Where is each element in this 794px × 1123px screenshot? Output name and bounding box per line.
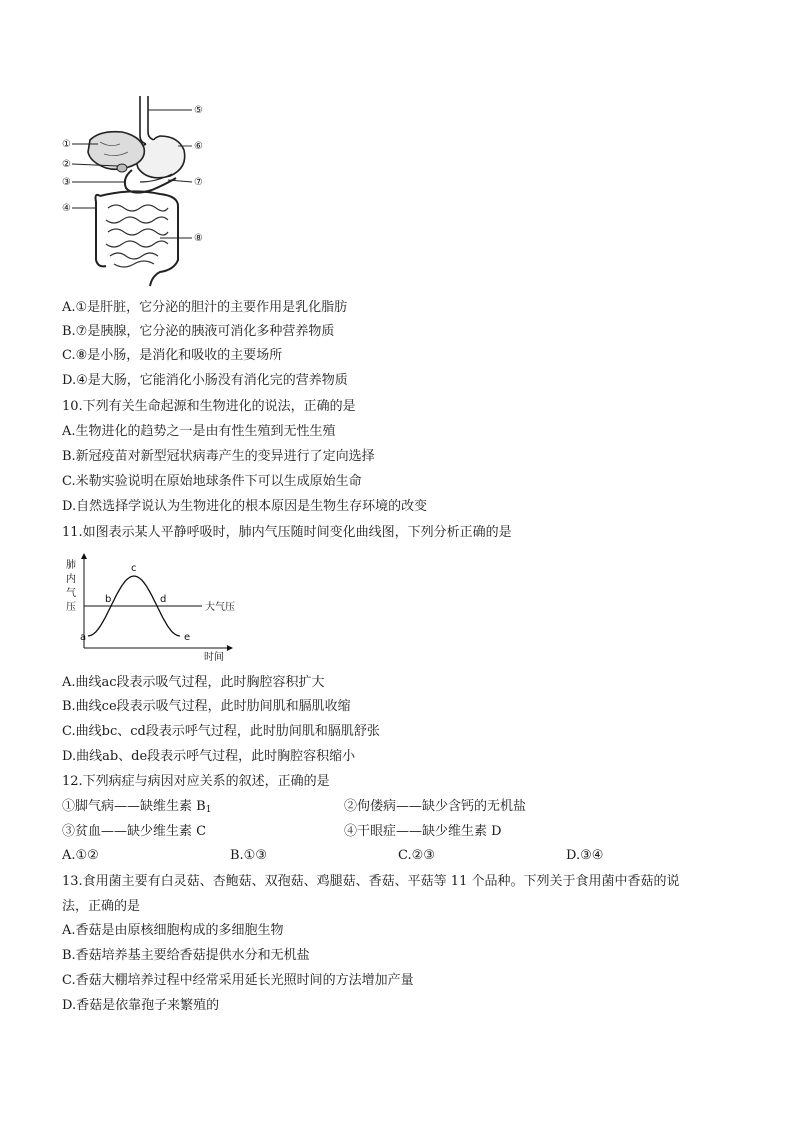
q13-option-c: C.香菇大棚培养过程中经常采用延长光照时间的方法增加产量: [62, 973, 414, 988]
q11-stem: 11.如图表示某人平静呼吸时，肺内气压随时间变化曲线图，下列分析正确的是: [62, 525, 512, 540]
q13-stem-line1: 13.食用菌主要有白灵菇、杏鲍菇、双孢菇、鸡腿菇、香菇、平菇等 11 个品种。下列关于食用菌中香菇的说: [62, 874, 680, 889]
chart-point-label-d: d: [160, 594, 167, 605]
q10-option-a: A.生物进化的趋势之一是由有性生殖到无性生殖: [62, 424, 336, 439]
chart-point-label-a: a: [80, 632, 87, 643]
q13-option-b: B.香菇培养基主要给香菇提供水分和无机盐: [62, 948, 310, 963]
chart-y-label: 肺内气压: [66, 560, 76, 613]
q12-option-b: B.①③: [230, 848, 267, 863]
q9-option-c: C.⑧是小肠，是消化和吸收的主要场所: [62, 348, 283, 363]
q13-option-a: A.香菇是由原核细胞构成的多细胞生物: [62, 923, 284, 938]
q13-option-d: D.香菇是依靠孢子来繁殖的: [62, 998, 220, 1013]
q12-option-a: A.①②: [62, 848, 99, 863]
label-6: ⑥: [194, 141, 203, 152]
q10-option-b: B.新冠疫苗对新型冠状病毒产生的变异进行了定向选择: [62, 449, 375, 464]
lung-pressure-chart: [62, 552, 242, 664]
q11-option-a: A.曲线ac段表示吸气过程，此时胸腔容积扩大: [62, 675, 325, 690]
chart-x-label: 时间: [204, 652, 224, 663]
q12-option-c: C.②③: [398, 848, 435, 863]
q9-option-a: A.①是肝脏，它分泌的胆汁的主要作用是乳化脂肪: [62, 300, 348, 315]
q10-stem: 10.下列有关生命起源和生物进化的说法，正确的是: [62, 399, 356, 414]
q12-item-3: ③贫血——缺少维生素 C: [62, 824, 207, 839]
atmospheric-pressure-label: 大气压: [205, 602, 235, 613]
label-7: ⑦: [194, 177, 203, 188]
chart-point-label-c: c: [131, 563, 137, 574]
q11-option-d: D.曲线ab、de段表示呼气过程，此时胸腔容积缩小: [62, 749, 356, 764]
q9-option-d: D.④是大肠，它能消化小肠没有消化完的营养物质: [62, 373, 348, 388]
q10-option-c: C.米勒实验说明在原始地球条件下可以生成原始生命: [62, 474, 362, 489]
label-4: ④: [62, 203, 71, 214]
q11-option-b: B.曲线ce段表示吸气过程，此时肋间肌和膈肌收缩: [62, 699, 351, 714]
q9-option-b: B.⑦是胰腺，它分泌的胰液可消化多种营养物质: [62, 324, 335, 339]
q12-stem: 12.下列病症与病因对应关系的叙述，正确的是: [62, 774, 330, 789]
label-2: ②: [62, 159, 71, 170]
label-5: ⑤: [194, 105, 203, 116]
q13-stem-line2: 法，正确的是: [62, 899, 141, 914]
q12-item-2: ②佝偻病——缺少含钙的无机盐: [344, 799, 527, 814]
label-3: ③: [62, 177, 71, 188]
digestive-system-figure: [60, 92, 220, 294]
chart-point-label-b: b: [105, 594, 112, 605]
label-8: ⑧: [194, 233, 203, 244]
q12-item-1: ①脚气病——缺维生素 $B_1$: [62, 799, 212, 815]
q11-option-c: C.曲线bc、cd段表示呼气过程，此时肋间肌和膈肌舒张: [62, 724, 380, 739]
q12-item-4: ④干眼症——缺少维生素 D: [344, 824, 502, 839]
label-1: ①: [62, 139, 71, 150]
q12-option-d: D.③④: [566, 848, 604, 863]
chart-point-label-e: e: [184, 632, 191, 643]
q10-option-d: D.自然选择学说认为生物进化的根本原因是生物生存环境的改变: [62, 499, 428, 514]
